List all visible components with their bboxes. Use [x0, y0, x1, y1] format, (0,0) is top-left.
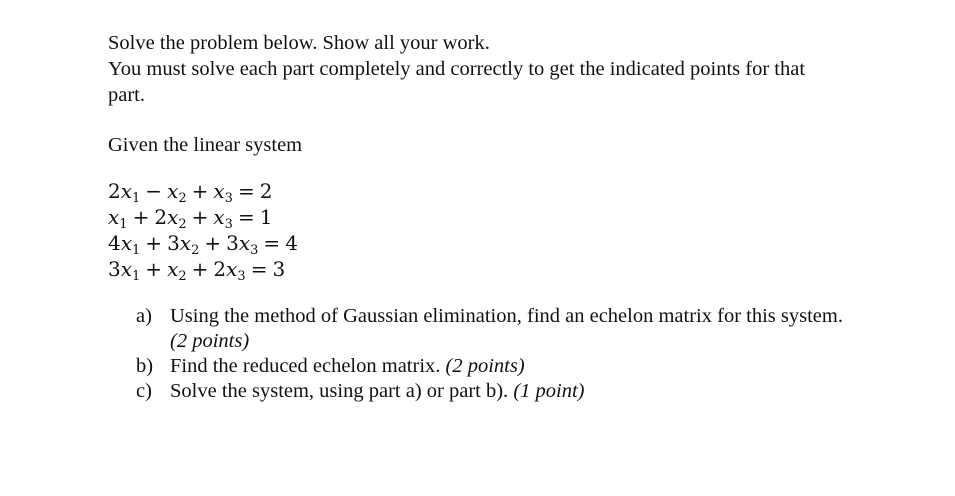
coefficient: 3: [226, 231, 239, 255]
equals-sign: =: [263, 231, 281, 255]
question-part-3: [136, 379, 908, 404]
question-part-2: [136, 354, 908, 379]
variable: x: [213, 205, 225, 229]
term: [213, 257, 246, 284]
right-hand-side: 3: [272, 257, 286, 281]
term: [167, 179, 187, 206]
subscript: 3: [224, 191, 233, 206]
equation-3: [108, 230, 908, 256]
subscript: 2: [178, 191, 187, 206]
operator: +: [132, 205, 150, 229]
operator: +: [145, 231, 163, 255]
variable: x: [238, 231, 251, 255]
equals-sign: =: [237, 179, 255, 203]
subscript: 2: [178, 217, 187, 232]
equation-2: [108, 204, 908, 230]
term: [108, 231, 141, 258]
part-instruction: Using the method of Gaussian elimination, find an echelon matrix for this system.: [170, 305, 843, 327]
question-parts: [136, 304, 908, 404]
term: [167, 257, 187, 284]
term: [226, 231, 259, 258]
variable: x: [179, 231, 192, 255]
given-statement: Given the linear system: [108, 134, 303, 156]
part-text: [170, 354, 860, 379]
equation-4: [108, 256, 908, 282]
intro-line-1: Solve the problem below. Show all your work.: [108, 32, 490, 54]
operator: −: [145, 179, 163, 203]
intro-line-2: You must solve each part completely and correctly to get the indicated points for that: [108, 58, 806, 80]
variable: x: [213, 179, 225, 203]
variable: x: [120, 179, 133, 203]
subscript: 1: [132, 269, 141, 284]
part-text: [170, 379, 860, 404]
subscript: 3: [250, 243, 259, 258]
variable: x: [167, 179, 179, 203]
term: [167, 231, 200, 258]
operator: +: [191, 257, 209, 281]
part-instruction: Solve the system, using part a) or part b).: [170, 380, 514, 402]
part-label: b): [136, 355, 154, 377]
part-instruction: Find the reduced echelon matrix.: [170, 355, 446, 377]
term: [213, 179, 233, 206]
equals-sign: =: [250, 257, 268, 281]
coefficient: 2: [108, 179, 121, 203]
linear-system: [108, 178, 908, 282]
intro-line-3: part.: [108, 84, 145, 106]
right-hand-side: 4: [285, 231, 298, 255]
variable: x: [167, 205, 179, 229]
operator: +: [145, 257, 163, 281]
operator: +: [204, 231, 222, 255]
variable: x: [226, 257, 238, 281]
part-points: (2 points): [445, 355, 525, 377]
subscript: 2: [178, 269, 187, 284]
term: [154, 205, 187, 232]
variable: x: [108, 205, 120, 229]
term: [108, 257, 141, 284]
part-points: (1 point): [513, 380, 585, 402]
problem-document: [108, 30, 908, 404]
coefficient: 3: [108, 257, 121, 281]
question-part-1: [136, 304, 908, 354]
right-hand-side: 1: [259, 205, 273, 229]
subscript: 2: [191, 243, 200, 258]
subscript: 3: [237, 269, 246, 284]
coefficient: 2: [154, 205, 168, 229]
equation-1: [108, 178, 908, 204]
subscript: 1: [119, 217, 128, 232]
term: [213, 205, 233, 232]
term: [108, 205, 128, 232]
subscript: 1: [132, 191, 141, 206]
part-text: [170, 304, 860, 354]
part-points: (2 points): [170, 330, 250, 352]
part-label: a): [136, 305, 152, 327]
variable: x: [120, 231, 133, 255]
coefficient: 3: [167, 231, 180, 255]
variable: x: [167, 257, 179, 281]
operator: +: [191, 205, 209, 229]
coefficient: 2: [213, 257, 227, 281]
subscript: 3: [224, 217, 233, 232]
coefficient: 4: [108, 231, 121, 255]
part-label: c): [136, 380, 152, 402]
variable: x: [120, 257, 133, 281]
operator: +: [191, 179, 209, 203]
subscript: 1: [132, 243, 141, 258]
right-hand-side: 2: [259, 179, 273, 203]
equals-sign: =: [237, 205, 255, 229]
term: [108, 179, 141, 206]
